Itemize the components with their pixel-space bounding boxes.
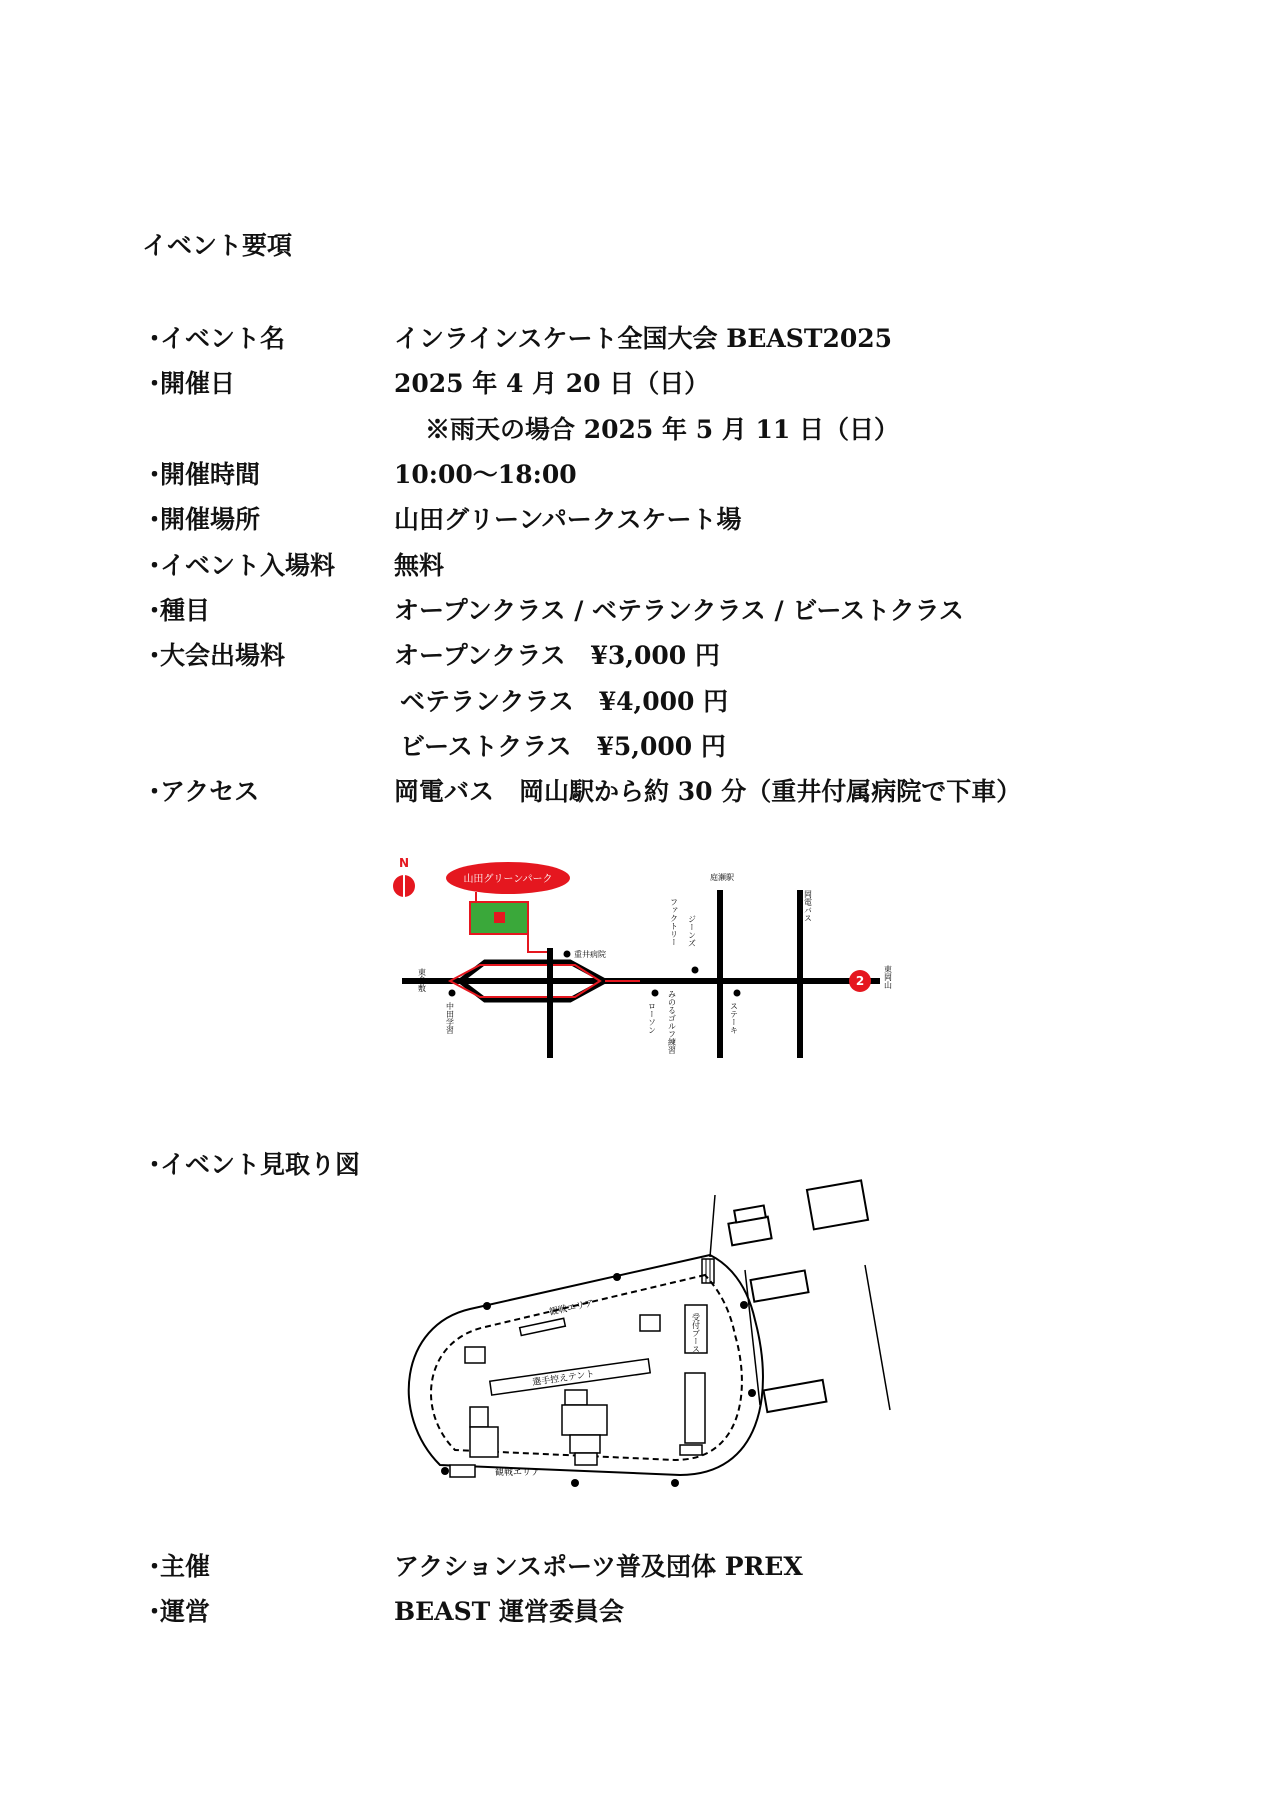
value-time: 10:00～18:00: [394, 460, 577, 489]
steak-label: ステーキ: [729, 1002, 739, 1034]
row-operator: [142, 1592, 210, 1628]
row-time: [142, 455, 260, 491]
value-venue: 山田グリーンパークスケート場: [394, 505, 742, 534]
access-map: [390, 850, 910, 1100]
bullet: ・: [142, 460, 168, 489]
value-fee-open: オープンクラス ¥3,000 円: [394, 641, 720, 670]
value-categories: オープンクラス / ベテランクラス / ビーストクラス: [394, 596, 964, 625]
venue-map: [390, 1175, 910, 1515]
lawson-dot: [652, 990, 659, 997]
side-booth-label: 受付ブース: [691, 1313, 701, 1353]
label-venue: 開催場所: [160, 505, 261, 534]
row-venue-map: [142, 1145, 360, 1181]
label-date: 開催日: [160, 369, 236, 398]
bottom-area-label: 観戦エリア: [495, 1468, 541, 1478]
label-categories: 種目: [160, 596, 211, 625]
value-entry-fee: 無料: [394, 551, 445, 580]
building: [751, 1270, 809, 1301]
value-fee-veteran: ベテランクラス ¥4,000 円: [400, 687, 729, 716]
bullet: ・: [142, 1552, 168, 1581]
center-tent-label: 選手控えテント: [531, 1369, 596, 1389]
route-badge: 2: [855, 974, 865, 988]
bus-label: 岡電バス: [803, 890, 813, 922]
hospital-dot: [564, 951, 571, 958]
value-event-name: インラインスケート全国大会 BEAST2025: [394, 324, 893, 353]
value-fee-beast: ビーストクラス ¥5,000 円: [400, 732, 726, 761]
bullet: ・: [142, 596, 168, 625]
school-dot: [449, 990, 456, 997]
lawson-label: ローソン: [647, 1002, 657, 1034]
steak-dot: [734, 990, 741, 997]
label-event-name: イベント名: [160, 324, 286, 353]
east-label: 東岡山: [883, 965, 893, 989]
value-host: アクションスポーツ普及団体 PREX: [394, 1552, 803, 1581]
label-participation-fee: 大会出場料: [160, 641, 286, 670]
row-entry-fee: [142, 546, 335, 582]
north-label: N: [398, 856, 410, 870]
hospital-label: 重井病院: [574, 950, 606, 959]
label-time: 開催時間: [160, 460, 261, 489]
row-participation-fee: [142, 636, 285, 672]
row-event-name: [142, 319, 285, 355]
venue-map-heading: イベント見取り図: [160, 1150, 361, 1179]
value-date: 2025 年 4 月 20 日（日）: [394, 369, 710, 398]
station-label: 庭瀬駅: [710, 873, 734, 882]
label-operator: 運営: [160, 1597, 211, 1626]
label-host: 主催: [160, 1552, 211, 1581]
park-label: 山田グリーンパーク: [463, 874, 553, 885]
label-access: アクセス: [160, 777, 260, 806]
bullet: ・: [142, 551, 168, 580]
page-title: イベント要項: [142, 231, 293, 260]
row-host: [142, 1547, 210, 1583]
bullet: ・: [142, 1150, 168, 1179]
golf-label: みのるゴルフ練習: [667, 990, 677, 1054]
jeans-dot: [692, 967, 699, 974]
building: [807, 1180, 868, 1229]
bullet: ・: [142, 324, 168, 353]
row-date: [142, 364, 235, 400]
school-label: 中田学習: [445, 1002, 455, 1034]
value-operator: BEAST 運営委員会: [394, 1597, 624, 1626]
bullet: ・: [142, 641, 168, 670]
bullet: ・: [142, 1597, 168, 1626]
jeans-label: ジーンズ: [687, 915, 697, 947]
value-rain-date: ※雨天の場合 2025 年 5 月 11 日（日）: [425, 415, 899, 444]
row-venue: [142, 500, 260, 536]
west-label: 東倉敷: [417, 968, 427, 992]
factory-label: ファクトリー: [669, 898, 679, 946]
bullet: ・: [142, 505, 168, 534]
value-access: 岡電バス 岡山駅から約 30 分（重井付属病院で下車）: [394, 777, 1022, 806]
bullet: ・: [142, 777, 168, 806]
building: [764, 1380, 827, 1412]
row-access: [142, 772, 259, 808]
bullet: ・: [142, 369, 168, 398]
label-entry-fee: イベント入場料: [160, 551, 336, 580]
top-area-label: 観戦エリア: [548, 1298, 595, 1318]
row-categories: [142, 591, 210, 627]
